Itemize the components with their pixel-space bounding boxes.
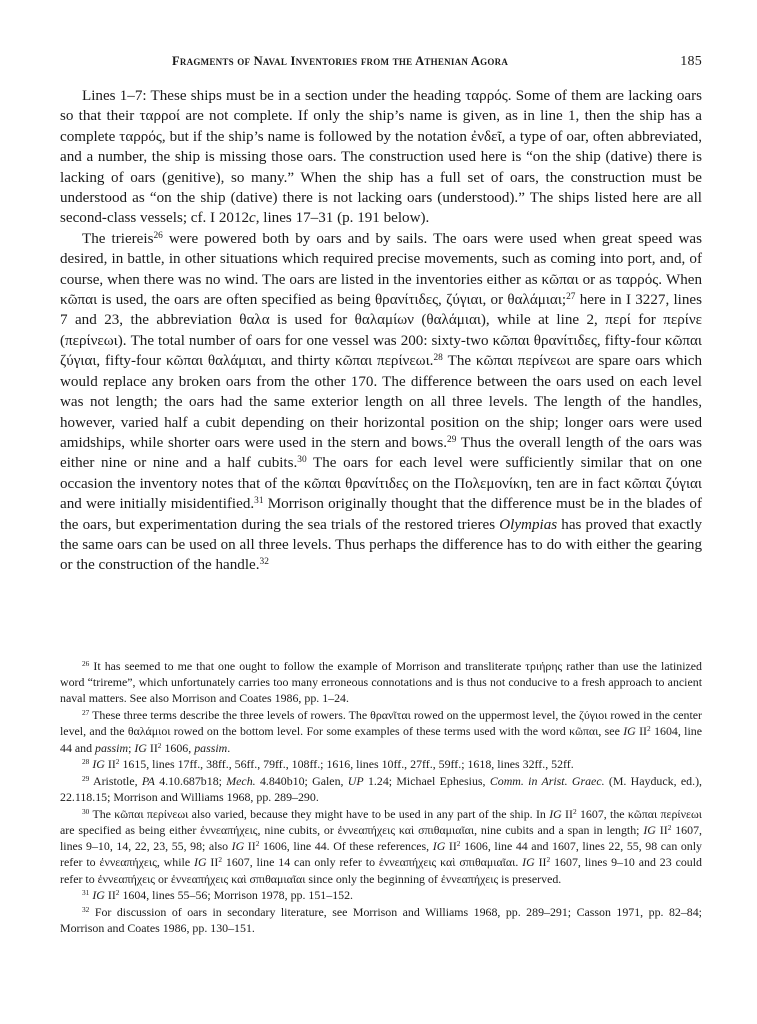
paragraph bbox=[60, 86, 702, 229]
note-ref: 27 bbox=[566, 291, 576, 302]
text-run: 4.840b10; Galen, bbox=[255, 773, 348, 788]
text-run: II bbox=[655, 823, 668, 838]
note-ref: 2 bbox=[115, 757, 120, 767]
text-run: 1606, line 44 and 1607, lines 22, 55, 98 can only refer to ἐννεαπήχεις, while bbox=[60, 839, 702, 870]
note-ref: 2 bbox=[667, 822, 672, 832]
italic-text: PA bbox=[141, 773, 155, 788]
note-ref: 32 bbox=[82, 905, 90, 914]
text-run: 1607, the κῶπαι περίνεωι are specified as being either ἐννεαπήχεις, nine cubits, or ἐννεαπήχεις καὶ σπιθαμιαῖαι, nine cubits and a span in length; bbox=[60, 806, 702, 838]
note-ref: 26 bbox=[82, 658, 90, 668]
footnote bbox=[60, 658, 702, 707]
italic-text: IG bbox=[522, 855, 535, 870]
note-ref: 2 bbox=[218, 855, 223, 865]
text-run: (M. Hayduck, ed.), 22.118.15; Morrison and Williams 1968, pp. 289–290. bbox=[60, 773, 703, 805]
text-run: II bbox=[146, 740, 158, 755]
note-ref: 2 bbox=[647, 724, 651, 734]
note-ref: 29 bbox=[82, 773, 90, 783]
page-number: 185 bbox=[680, 54, 702, 69]
note-ref: 30 bbox=[82, 806, 90, 816]
italic-text: IG bbox=[134, 740, 147, 755]
text-run: ; bbox=[128, 740, 135, 755]
text-run: The triereis bbox=[82, 230, 154, 247]
italic-text: UP bbox=[347, 773, 364, 788]
note-ref: 29 bbox=[447, 434, 457, 445]
running-head-title: Fragments of Naval Inventories from the Athenian Agora bbox=[172, 54, 509, 68]
text-run: It has seemed to me that one ought to follow the example of Morrison and transliterate τριήρης rather than use the latinized word “trireme”, which unfortunately carries too many erroneous connotations and is thus not conducive to a fresh approach to ancient naval matters. See also Morrison and Coates 1986, pp. 1–24. bbox=[60, 659, 702, 706]
text-run: has proved that exactly the same oars can be used on all three levels. Thus perhaps the difference has to do with either the gearing or the construction of the handle. bbox=[60, 516, 703, 574]
footnote bbox=[60, 773, 702, 805]
text-run: The κῶπαι περίνεωι are spare oars which would replace any broken oars from the other 170. The difference between the oars used on each level was not length; the oars had the same exterior length on all three levels. The length of the handles, however, varied half a cubit depending on their horizontal position on the ship; longer oars were used amidships, while shorter oars were used in the stern and bows. bbox=[60, 353, 702, 451]
italic-text: c bbox=[249, 210, 256, 227]
italic-text: IG bbox=[643, 823, 656, 838]
text-run: 1607, lines 9–10 and 23 could refer to ἐννεαπήχεις or ἐννεαπήχεις καὶ σπιθαμιαῖαι since only the beginning of ἐννεαπήχεις is preserved. bbox=[60, 855, 702, 886]
note-ref: 26 bbox=[153, 230, 163, 241]
text-run: II bbox=[244, 839, 256, 854]
note-ref: 2 bbox=[546, 855, 551, 865]
italic-text: IG bbox=[432, 839, 446, 854]
page bbox=[60, 54, 703, 936]
note-ref: 2 bbox=[255, 839, 260, 849]
running-head bbox=[60, 54, 702, 76]
paragraph bbox=[60, 229, 702, 576]
text-run: II bbox=[445, 839, 457, 854]
note-ref: 30 bbox=[297, 455, 307, 466]
text-run: Aristotle, bbox=[89, 773, 142, 788]
text-run: 1606, line 44. Of these references, bbox=[259, 839, 433, 854]
note-ref: 32 bbox=[259, 557, 269, 568]
text-run: Lines 1–7: These ships must be in a section under the heading ταρρός. Some of them are lacking oars so that their ταρροί are not complete. If only the ship’s name is given, as in line 1, then the ship has a complete ταρρός, but if the ship’s name is followed by the notation ἐνδεῖ, a type of oar, often abbreviated, and a number, the ship is missing those oars. The construction used here is “on the ship (dative) there is lacking of oars (genitive), so many.” When the ship has a full set of oars, the construction must be understood as “on the ship (dative) there is not lacking oars (understood).” The ships listed here are all second-class vessels; cf. I 2012 bbox=[60, 88, 702, 227]
note-ref: 2 bbox=[157, 740, 162, 750]
italic-text: Mech. bbox=[226, 773, 256, 788]
text-run: These three terms describe the three levels of rowers. The θρανῖται rowed on the uppermost level, the ζύγιοι rowed in the center level, and the θαλάμιοι rowed on the bottom level. For some examples of these terms used with the word κῶπαι, see bbox=[60, 708, 702, 739]
text-run: II bbox=[635, 724, 648, 739]
italic-text: Comm. in Arist. Graec. bbox=[489, 773, 605, 788]
text-run: Morrison originally thought that the difference must be in the blades of the oars, but experimentation during the sea trials of the restored trieres bbox=[60, 496, 702, 533]
text-run: Thus the overall length of the oars was either nine or nine and a half cubits. bbox=[60, 434, 703, 472]
text-run: II bbox=[206, 855, 219, 870]
note-ref: 28 bbox=[82, 757, 90, 767]
text-run: The κῶπαι περίνεωι also varied, because they might have to be used in any part of the ship. In bbox=[89, 806, 550, 821]
note-ref: 2 bbox=[115, 888, 120, 898]
footnote bbox=[60, 707, 702, 756]
text-run: 1607, line 14 can only refer to ἐννεαπήχεις καὶ σπιθαμιαῖαι. bbox=[222, 855, 523, 870]
footnote bbox=[60, 904, 702, 936]
note-ref: 31 bbox=[254, 495, 264, 506]
text-run: II bbox=[534, 855, 547, 870]
footnote bbox=[60, 806, 702, 887]
italic-text: IG bbox=[193, 855, 207, 870]
body-text bbox=[60, 86, 702, 576]
text-run: II bbox=[104, 888, 116, 903]
text-run: II bbox=[561, 806, 573, 821]
italic-text: IG bbox=[231, 839, 245, 854]
text-run: 4.10.687b18; bbox=[154, 773, 227, 788]
italic-text: passim bbox=[95, 740, 129, 755]
italic-text: IG bbox=[623, 724, 636, 739]
text-run: For discussion of oars in secondary literature, see Morrison and Williams 1968, pp. 289–291; Casson 1971, pp. 82–84; Morrison and Coates 1986, pp. 130–151. bbox=[60, 905, 702, 936]
italic-text: IG bbox=[549, 806, 562, 821]
text-run: 1607, lines 9–10, 14, 22, 23, 55, 98; also bbox=[60, 823, 702, 854]
footnotes bbox=[60, 658, 702, 937]
text-run: , lines 17–31 (p. 191 below). bbox=[255, 210, 430, 227]
text-run: 1604, line 44 and bbox=[60, 724, 702, 755]
footnote bbox=[60, 756, 702, 772]
italic-text: Olympias bbox=[499, 516, 558, 533]
note-ref: 27 bbox=[82, 708, 90, 718]
text-run: . bbox=[227, 740, 231, 755]
italic-text: IG bbox=[92, 757, 105, 772]
text-run: 1604, lines 55–56; Morrison 1978, pp. 151–152. bbox=[119, 888, 354, 903]
text-run: here in I 3227, lines 7 and 23, the abbreviation θαλα is used for θαλαμίων (θαλάμιαι), while at line 2, περί for περίνε (περίνεωι). The total number of oars for one vessel was 200: sixty-two κῶπαι θρανίτιδες, fifty-four κῶπαι ζύγιαι, fifty-four κῶπαι θαλάμιαι, and thirty κῶπαι περίνεωι. bbox=[60, 292, 702, 370]
note-ref: 2 bbox=[456, 839, 461, 849]
text-run: II bbox=[104, 757, 116, 772]
italic-text: IG bbox=[92, 888, 105, 903]
note-ref: 2 bbox=[572, 806, 577, 816]
text-run: were powered both by oars and by sails. The oars were used when great speed was desired, in battle, in other situations which required precise movements, such as coming into port, and, of course, when there was no wind. The oars are listed in the inventories either as κῶπαι or as ταρρός. When κῶπαι is used, the oars are often specified as being θρανίτιδες, ζύγιαι, or θαλάμιαι; bbox=[60, 230, 702, 309]
text-run: 1615, lines 17ff., 38ff., 56ff., 79ff., 108ff.; 1616, lines 10ff., 27ff., 59ff.; 1618, lines 32ff., 52ff. bbox=[119, 757, 574, 772]
italic-text: passim bbox=[194, 740, 228, 755]
text-run: 1606, bbox=[161, 740, 195, 755]
note-ref: 31 bbox=[82, 888, 90, 898]
footnote bbox=[60, 887, 702, 903]
text-run: The oars for each level were sufficiently similar that on one occasion the inventory notes that of the κῶπαι θρανίτιδες on the Πολεμονίκη, ten are in fact κῶπαι ζύγιαι and were initially misidentified. bbox=[60, 455, 702, 513]
note-ref: 28 bbox=[433, 353, 443, 364]
text-run: 1.24; Michael Ephesius, bbox=[363, 773, 490, 788]
